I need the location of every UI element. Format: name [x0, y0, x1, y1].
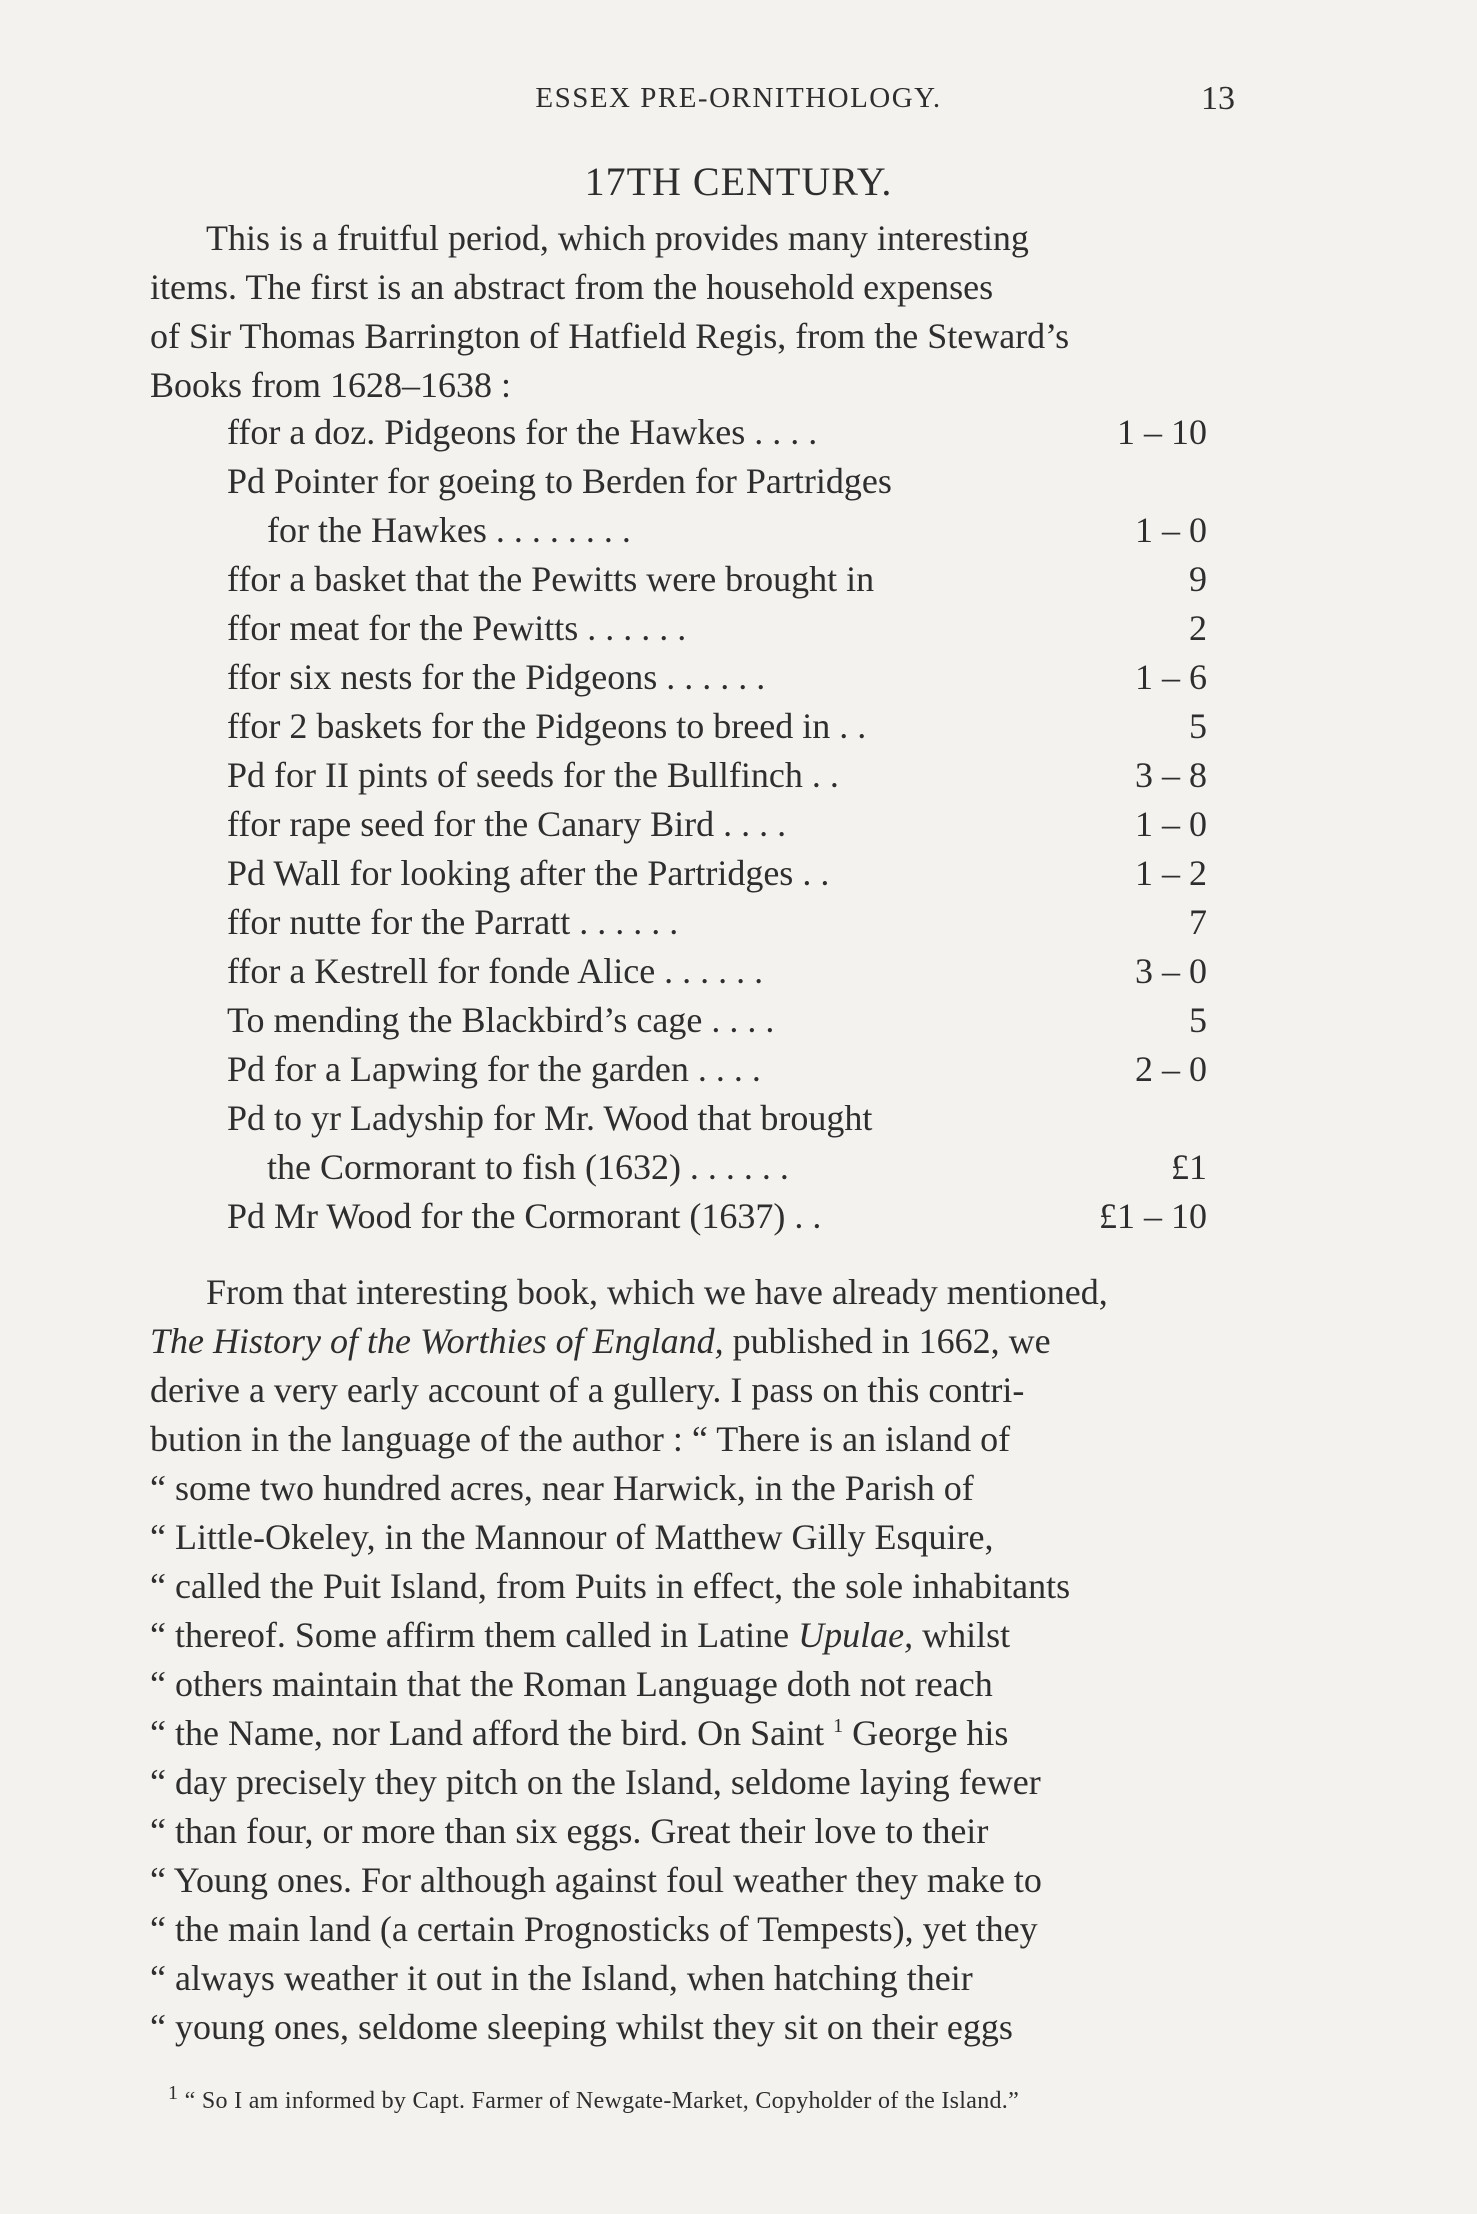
ledger-row [227, 751, 1227, 800]
ledger-row [227, 506, 1227, 555]
body-text: George his [843, 1713, 1009, 1753]
body-line [150, 1317, 1295, 1366]
footnote-text: “ So I am informed by Capt. Farmer of Newgate-Market, Copyholder of the Island.” [184, 2088, 1020, 2114]
body-line [150, 1954, 1295, 2003]
ledger-row [227, 555, 1227, 604]
body-text: From that interesting book, which we have already mentioned, [206, 1272, 1108, 1312]
intro-line: items. The first is an abstract from the household expenses [150, 267, 994, 307]
ledger-row [227, 800, 1227, 849]
ledger-item: ffor nutte for the Parratt . . . . . . [227, 902, 679, 942]
intro-line: of Sir Thomas Barrington of Hatfield Regis, from the Steward’s [150, 316, 1070, 356]
body-line [150, 1513, 1295, 1562]
body-line [150, 1464, 1295, 1513]
intro-line: This is a fruitful period, which provides many interesting [206, 218, 1029, 258]
body-text: whilst [913, 1615, 1011, 1655]
ledger-row [227, 1143, 1227, 1192]
body-text: “ called the Puit Island, from Puits in effect, the sole inhabitants [150, 1566, 1071, 1606]
ledger-row [227, 604, 1227, 653]
ledger-item: ffor meat for the Pewitts . . . . . . [227, 608, 687, 648]
ledger-amount: 2 – 0 [1135, 1049, 1207, 1089]
body-text: “ Little-Okeley, in the Mannour of Matthew Gilly Esquire, [150, 1517, 994, 1557]
italic-text: Upulae, [798, 1615, 914, 1655]
page-number: 13 [1201, 80, 1235, 117]
expense-ledger [227, 408, 1227, 1241]
ledger-item: Pd Mr Wood for the Cormorant (1637) . . [227, 1196, 822, 1236]
ledger-item: Pd to yr Ladyship for Mr. Wood that brought [227, 1098, 873, 1138]
body-text: “ the main land (a certain Prognosticks of Tempests), yet they [150, 1909, 1038, 1949]
ledger-item: for the Hawkes . . . . . . . . [267, 510, 631, 550]
ledger-amount: £1 – 10 [1099, 1196, 1207, 1236]
body-line [150, 1415, 1295, 1464]
ledger-row [227, 1094, 1227, 1143]
ledger-item: Pd for II pints of seeds for the Bullfinch . . [227, 755, 839, 795]
body-line [150, 1905, 1295, 1954]
ledger-row [227, 1192, 1227, 1241]
body-text: “ young ones, seldome sleeping whilst they sit on their eggs [150, 2007, 1013, 2047]
body-line [150, 1807, 1295, 1856]
ledger-row [227, 457, 1227, 506]
italic-text: The History of the Worthies of England, [150, 1321, 724, 1361]
ledger-row [227, 898, 1227, 947]
ledger-amount: 1 – 10 [1117, 412, 1207, 452]
body-line [150, 1268, 1295, 1317]
ledger-amount: 5 [1189, 706, 1207, 746]
ledger-row [227, 947, 1227, 996]
ledger-item: ffor a Kestrell for fonde Alice . . . . . . [227, 951, 764, 991]
body-text: bution in the language of the author : “ There is an island of [150, 1419, 1011, 1459]
body-text: “ Young ones. For although against foul weather they make to [150, 1860, 1042, 1900]
intro-line: Books from 1628–1638 : [150, 365, 512, 405]
ledger-amount: 3 – 0 [1135, 951, 1207, 991]
body-line [150, 1366, 1295, 1415]
ledger-row [227, 702, 1227, 751]
body-text: “ the Name, nor Land afford the bird. On Saint [150, 1713, 834, 1753]
footnote [168, 2082, 1298, 2117]
ledger-amount: 3 – 8 [1135, 755, 1207, 795]
ledger-amount: £1 [1171, 1147, 1207, 1187]
body-text: derive a very early account of a gullery. I pass on this contri- [150, 1370, 1025, 1410]
body-text: “ always weather it out in the Island, when hatching their [150, 1958, 973, 1998]
body-line [150, 1660, 1295, 1709]
footnote-mark: 1 [168, 2082, 179, 2104]
ledger-amount: 9 [1189, 559, 1207, 599]
body-text: “ day precisely they pitch on the Island, seldome laying fewer [150, 1762, 1041, 1802]
body-text: published in 1662, we [723, 1321, 1051, 1361]
body-line [150, 1709, 1295, 1758]
body-line [150, 1856, 1295, 1905]
body-line [150, 1758, 1295, 1807]
ledger-amount: 1 – 2 [1135, 853, 1207, 893]
ledger-row [227, 849, 1227, 898]
ledger-item: ffor rape seed for the Canary Bird . . . . [227, 804, 787, 844]
ledger-item: ffor 2 baskets for the Pidgeons to breed in . . [227, 706, 867, 746]
footnote-reference: 1 [833, 1715, 844, 1737]
ledger-item: Pd Wall for looking after the Partridges . . [227, 853, 830, 893]
body-text: “ others maintain that the Roman Language doth not reach [150, 1664, 993, 1704]
ledger-item: Pd for a Lapwing for the garden . . . . [227, 1049, 761, 1089]
ledger-item: the Cormorant to fish (1632) . . . . . . [267, 1147, 789, 1187]
ledger-amount: 1 – 6 [1135, 657, 1207, 697]
intro-paragraph [150, 214, 1295, 410]
ledger-row [227, 408, 1227, 457]
ledger-amount: 1 – 0 [1135, 804, 1207, 844]
body-text: “ thereof. Some affirm them called in Latine [150, 1615, 799, 1655]
running-head [0, 82, 1477, 122]
ledger-amount: 1 – 0 [1135, 510, 1207, 550]
ledger-amount: 2 [1189, 608, 1207, 648]
ledger-item: ffor a basket that the Pewitts were brought in [227, 559, 875, 599]
ledger-item: ffor a doz. Pidgeons for the Hawkes . . . . [227, 412, 818, 452]
ledger-row [227, 996, 1227, 1045]
body-line [150, 2003, 1295, 2052]
gullery-paragraph [150, 1268, 1295, 2052]
ledger-item: To mending the Blackbird’s cage . . . . [227, 1000, 775, 1040]
ledger-row [227, 653, 1227, 702]
body-text: “ than four, or more than six eggs. Great their love to their [150, 1811, 989, 1851]
ledger-amount: 7 [1189, 902, 1207, 942]
ledger-row [227, 1045, 1227, 1094]
body-line [150, 1611, 1295, 1660]
ledger-amount: 5 [1189, 1000, 1207, 1040]
section-heading: 17TH CENTURY. [584, 159, 893, 204]
body-line [150, 1562, 1295, 1611]
ledger-item: Pd Pointer for goeing to Berden for Partridges [227, 461, 892, 501]
running-head-title: ESSEX PRE-ORNITHOLOGY. [535, 82, 942, 114]
body-text: “ some two hundred acres, near Harwick, in the Parish of [150, 1468, 974, 1508]
ledger-item: ffor six nests for the Pidgeons . . . . . . [227, 657, 766, 697]
